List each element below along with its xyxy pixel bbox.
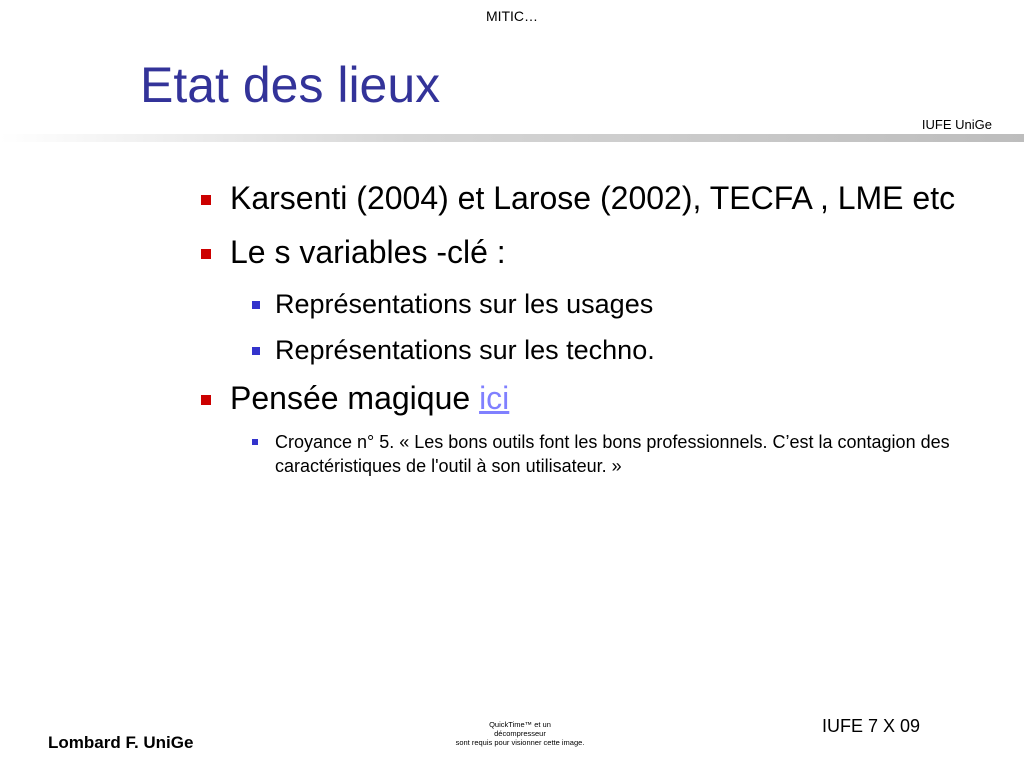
footer-author: Lombard F. UniGe xyxy=(48,733,194,752)
square-bullet-icon xyxy=(252,439,258,445)
quicktime-notice-line: QuickTime™ et un xyxy=(489,720,551,729)
list-item-text: Karsenti (2004) et Larose (2002), TECFA , LME etc xyxy=(230,180,956,216)
sub-list-item xyxy=(195,330,995,370)
list-item xyxy=(195,230,995,274)
square-bullet-icon xyxy=(201,249,211,259)
list-item xyxy=(195,176,995,220)
quicktime-notice-line: sont requis pour visionner cette image. xyxy=(455,738,585,747)
ici-link[interactable]: ici xyxy=(479,380,510,416)
sub-list-item-text: Représentations sur les usages xyxy=(275,289,654,319)
list-item-text: Le s variables -clé : xyxy=(230,234,506,270)
sub-list-item-text: Représentations sur les techno. xyxy=(275,335,655,365)
sub-list-item xyxy=(195,430,995,478)
bullet-list xyxy=(195,176,995,484)
sub-list-item-text: Croyance n° 5. « Les bons outils font les bons professionnels. C’est la contagion des caractéristiques de l'outil à son utilisateur. » xyxy=(275,432,950,476)
list-item-text: Pensée magique xyxy=(230,380,480,416)
square-bullet-icon xyxy=(252,347,260,355)
square-bullet-icon xyxy=(252,301,260,309)
header-text: MITIC… xyxy=(485,8,539,24)
organization-label: IUFE UniGe xyxy=(921,117,992,132)
slide-title: Etat des lieux xyxy=(140,57,441,113)
square-bullet-icon xyxy=(201,195,211,205)
slide-footer-info: IUFE 7 X 09 xyxy=(822,716,921,736)
quicktime-notice xyxy=(430,720,610,747)
sub-list-item xyxy=(195,284,995,324)
square-bullet-icon xyxy=(201,395,211,405)
list-item xyxy=(195,376,995,420)
quicktime-notice-line: décompresseur xyxy=(494,729,546,738)
title-divider xyxy=(0,134,1024,142)
